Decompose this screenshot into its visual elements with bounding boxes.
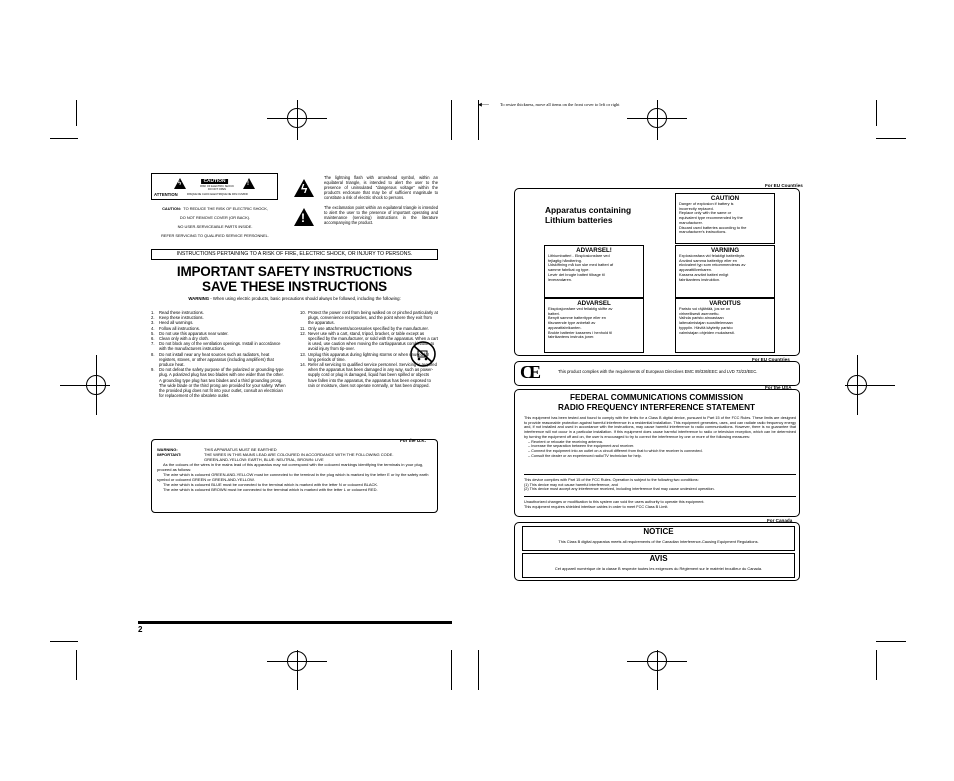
lightning-symbol-icon: ϟ — [294, 179, 314, 197]
list-item-text: Unplug this apparatus during lightning storms or when unused for long periods of time. — [308, 351, 430, 362]
title-line-2: SAVE THESE INSTRUCTIONS — [202, 279, 387, 294]
caution-en-box — [675, 193, 775, 244]
list-item — [151, 341, 286, 351]
fcc-title-2: RADIO FREQUENCY INTERFERENCE STATEMENT — [558, 402, 755, 412]
list-item — [151, 367, 286, 398]
eu-countries-tag-2: For EU Countries — [752, 357, 790, 362]
list-item-text: Do not defeat the safety purpose of the polarized or grounding-type plug. A polarized plug has two blades with one wider than the other. A grounding type plug has two blades and a third grounding prong. The wide blade or the third prong are provided for your safety. When the provided plug does not fit into your outlet, consult an electrician for replacement of the obsolete outlet. — [159, 367, 286, 399]
caution-line-4: REFER SERVICING TO QUALIFIED SERVICE PERSONNEL. — [161, 233, 269, 238]
uk-colour-code: GREEN-AND-YELLOW: EARTH, BLUE: NEUTRAL, BROWN: LIVE — [204, 457, 324, 462]
list-item-text: Do not install near any heat sources such as radiators, heat registers, stoves, or other apparatus (including amplifiers) that produce heat. — [159, 351, 274, 368]
text-line: Levér det brugte batteri tilbage til — [548, 271, 605, 277]
exclamation-symbol-icon: ! — [294, 208, 314, 226]
usa-tag: For the USA — [765, 385, 792, 390]
advarsel-dk-heading: ADVARSEL! — [576, 247, 612, 254]
uk-warning-key: WARNING: — [157, 447, 178, 452]
attention-label: ATTENTION — [154, 192, 178, 197]
text-line: tilsvarende type anbefalt av — [548, 320, 596, 326]
avis-text: Cet appareil numérique de la classe B respecte toutes les exigences du Règlement sur le matériel brouilleur du Canada. — [554, 566, 763, 571]
text-line: fabrikantens instruktion. — [679, 276, 721, 282]
list-item-number: 11. — [300, 325, 306, 331]
text-line: Discard used batteries according to the — [679, 224, 747, 230]
canada-tag: For Canada — [767, 518, 793, 523]
text-line: Danger of explosion if battery is — [679, 201, 734, 206]
fcc-unauth-2: This equipment requires shielded interface cables in order to meet FCC Class B Limit. — [524, 504, 669, 509]
fcc-title — [520, 393, 793, 412]
lithium-title-2: Lithium batteries — [545, 215, 613, 225]
page-number: 2 — [138, 625, 143, 634]
text-line: leverandøren. — [548, 276, 573, 282]
list-item-number: 12. — [300, 330, 306, 336]
uk-para-4: The wire which is coloured BROWN must be connected to the terminal which is marked with the letter L or coloured RED. — [163, 487, 378, 492]
text-line: Udskiftning må kun ske med batteri af — [548, 262, 614, 268]
uk-warning-value: THIS APPARATUS MUST BE EARTHED — [204, 447, 277, 452]
varoitus-fi-body — [676, 307, 774, 335]
trim-note: To resize thickness, move all items on the front cover to left or right — [500, 102, 620, 107]
uk-wiring-text — [157, 447, 432, 492]
text-line: manufacturer. — [679, 219, 703, 225]
varning-se-body — [676, 254, 774, 282]
text-line: Kassera använt batteri enligt — [679, 271, 729, 277]
exclamation-explanation: The exclamation point within an equilateral triangle is intended to alert the user to the presence of important operating and maintenance (servicing) instructions in the literature accompanying the product. — [324, 205, 438, 225]
list-item-text: Refer all servicing to qualified service personnel. Servicing is required when the apparatus has been damaged in any way, such as power-supply cord or plug is damaged, liquid has been spilled or objects have fallen into the apparatus, the apparatus has been exposed to rain or moisture, does not operate normally, or has been dropped. — [308, 362, 437, 388]
fcc-title-1: FEDERAL COMMUNICATIONS COMMISSION — [570, 393, 743, 402]
text-line: equivalent type recommended by the — [679, 215, 743, 221]
warning-line — [151, 296, 438, 301]
advarsel-no-heading: ADVARSEL — [577, 300, 611, 307]
list-item-number: 10. — [300, 310, 306, 315]
notice-heading: NOTICE — [643, 527, 674, 536]
text-line: apparatfabrikanten. — [548, 324, 582, 330]
text-line: Paristo voi räjähtää, jos se on — [679, 306, 731, 311]
title-line-1: IMPORTANT SAFETY INSTRUCTIONS — [176, 264, 413, 279]
advarsel-dk-body — [545, 254, 643, 282]
divider — [524, 496, 796, 497]
uk-tag: For the U.K. — [400, 438, 427, 443]
fcc-compliance-1: This device complies with Part 15 of the FCC Rules. Operation is subject to the following two conditions: — [524, 478, 699, 482]
text-line: Vaihda paristo ainoastaan — [679, 315, 724, 321]
uk-important-value: THE WIRES IN THIS MAINS LEAD ARE COLOURED IN ACCORDANCE WITH THE FOLLOWING CODE. — [204, 452, 394, 457]
fcc-measure-item: – Increase the separation between the equipment and receiver. — [528, 444, 635, 449]
list-item-number: 1. — [151, 310, 155, 315]
advarsel-no-box — [544, 298, 644, 353]
ce-mark-icon: CE — [520, 362, 538, 382]
cart-warning-icon — [408, 340, 438, 368]
notice-box — [522, 526, 795, 551]
lithium-title — [545, 205, 631, 225]
list-item-text: Only use attachments/accessories specified by the manufacturer. — [308, 325, 429, 331]
list-item-text: Follow all instructions. — [159, 325, 200, 331]
caution-statement — [155, 204, 275, 240]
fcc-measure-item: – Reorient or relocate the receiving antenna. — [528, 439, 603, 444]
instructions-heading: INSTRUCTIONS PERTAINING TO A RISK OF FIRE, ELECTRIC SHOCK, OR INJURY TO PERSONS. — [151, 249, 438, 260]
list-item — [151, 352, 286, 368]
text-line: fabrikantens instruks joner. — [548, 334, 595, 340]
fcc-measure-item: – Consult the dealer or an experienced radio/TV technician for help. — [528, 453, 642, 458]
avis-box — [522, 553, 795, 578]
text-line: ekvivalent typ som rekommenderas av — [679, 262, 746, 268]
divider — [524, 474, 796, 475]
fcc-measures-list — [524, 440, 796, 459]
lightning-warning-icon: ϟ — [174, 178, 186, 189]
text-line: valmistajan ohjeiden mukaisesti. — [679, 329, 735, 335]
page-title — [151, 264, 438, 294]
notice-text: This Class B digital apparatus meets all requirements of the Canadian Interference-Causing Equipment Regulations. — [558, 539, 759, 544]
advarsel-no-body — [545, 307, 643, 340]
varoitus-fi-heading: VAROITUS — [709, 300, 741, 307]
text-line: Replace only with the same or — [679, 210, 732, 216]
list-item-text: Protect the power cord from being walked on or pinched particularly at plugs, convenience receptacles, and the point where they exit from the apparatus. — [308, 310, 438, 326]
list-item-number: 6. — [151, 336, 155, 342]
list-item-number: 9. — [151, 367, 155, 373]
advarsel-dk-box — [544, 245, 644, 298]
text-line: batteri. — [548, 310, 560, 316]
varning-se-heading: VARNING — [710, 247, 740, 254]
varning-se-box — [675, 245, 775, 298]
text-line: samme fabrikat og type. — [548, 267, 590, 273]
text-line: manufacturer's instructions. — [679, 229, 727, 235]
fcc-compliance-3: (2) This device must accept any interference received, including interference that may cause undesired operation. — [524, 487, 715, 492]
caution-line-3: NO USER-SERVICEABLE PARTS INSIDE. — [177, 224, 253, 229]
text-line: Lithiumbatteri - Eksplosionsfare ved — [548, 253, 610, 258]
fcc-unauthorized — [524, 500, 796, 509]
uk-para-3: The wire which is coloured BLUE must be connected to the terminal which is marked with the letter N or coloured BLACK. — [163, 482, 379, 487]
ce-compliance-text: This product complies with the requirements of European Directives EMC 89/336/EEC and LVD 73/23/EEC. — [558, 369, 758, 374]
caution-line-1: TO REDUCE THE RISK OF ELECTRIC SHOCK, — [183, 206, 268, 211]
fcc-compliance — [524, 478, 796, 492]
warning-lead: WARNING — [188, 296, 210, 301]
arrow-left-icon: ◀── — [478, 102, 489, 108]
fcc-body-text: This equipment has been tested and found to comply with the limits for a Class B digital device, pursuant to Part 15 of the FCC Rules. These limits are designed to provide reasonable protection against harmful interference in a residential installation. This equipment generates, uses, and can radiate radio frequency energy and, if not installed and used in accordance with the instructions, may cause harmful interference to radio communications. However, there is no guarantee that interference will not occur in a particular installation. If this equipment does cause harmful interference to radio or television reception, which can be determined by turning the equipment off and on, the user is encouraged to try to correct the interference by one or more of the following measures: — [524, 416, 796, 439]
uk-important-key: IMPORTANT: — [157, 452, 182, 457]
avis-heading: AVIS — [649, 554, 668, 563]
list-item-number: 3. — [151, 320, 155, 326]
text-line: incorrectly replaced. — [679, 205, 714, 211]
list-item-text: Clean only with a dry cloth. — [159, 336, 210, 342]
list-item-text: Do not use this apparatus near water. — [159, 330, 229, 336]
attention-sublabel: RISQUE DE CHOC ELECTRIQUE NE PAS OUVRIR — [187, 192, 248, 196]
caution-en-heading: CAUTION — [710, 195, 740, 202]
safety-list-left — [151, 310, 286, 398]
text-line: laitevalmistajan suosittelemaan — [679, 320, 733, 326]
uk-para-2: The wire which is coloured GREEN-AND-YELLOW must be connected to the terminal in the plug which is marked by the letter E or by the safety earth symbol or coloured GREEN or GREEN-AND-YELLOW. — [157, 472, 429, 482]
page-footer-rule — [138, 621, 452, 624]
exclamation-warning-icon: ! — [243, 178, 255, 189]
fcc-compliance-2: (1) This device may not cause harmful interference, and — [524, 482, 618, 487]
list-item-text: Keep these instructions. — [159, 315, 204, 321]
text-line: Använd samma batterityp eller en — [679, 257, 737, 263]
uk-para-1: As the colours of the wires in the mains lead of this apparatus may not correspond with the coloured markings identifying the terminals in your plug, proceed as follows: — [157, 462, 424, 472]
caution-line-2: DO NOT REMOVE COVER (OR BACK). — [179, 215, 251, 220]
list-item-text: Do not block any of the ventilation openings. Install in accordance with the manufacturers instructions. — [159, 341, 281, 352]
text-line: Explosionsfara vid felaktigt batteribyte. — [679, 253, 746, 258]
list-item-number: 2. — [151, 315, 155, 321]
text-line: virheellisesti asennettu. — [679, 310, 720, 316]
list-item-text: Read these instructions. — [159, 310, 204, 315]
text-line: Eksplosjonsfare ved feilaktig skifte av — [548, 306, 613, 311]
list-item-text: Heed all warnings. — [159, 320, 194, 326]
lightning-explanation: The lightning flash with arrowhead symbol, within an equilateral triangle, is intended to alert the user to the presence of uninsulated "dangerous voltage" within the product's enclosure that may be of sufficient magnitude to constitute a risk of electric shock to persons. — [324, 175, 438, 200]
caution-label-box — [151, 173, 278, 200]
lithium-title-1: Apparatus containing — [545, 205, 632, 215]
list-item-number: 4. — [151, 325, 155, 331]
warning-text: - When using electric products, basic precautions should always be followed, including the following: — [209, 296, 401, 301]
text-line: Brukte batterier kasseres i henhold til — [548, 329, 613, 335]
caution-en-body — [676, 202, 774, 235]
varoitus-fi-box — [675, 298, 775, 353]
text-line: fejlagtig håndtering. — [548, 257, 582, 263]
caution-lead: CAUTION: — [162, 206, 182, 211]
text-line: tyyppiin. Hävitä käytetty paristo — [679, 324, 733, 330]
list-item-number: 13. — [300, 351, 306, 357]
caution-label: CAUTION — [201, 179, 229, 184]
text-line: apparattillverkaren. — [679, 267, 713, 273]
list-item-text: Never use with a cart, stand, tripod, bracket, or table except as specified by the manufacturer, or sold with the apparatus. When a cart is used, use caution when moving the cart/apparatus combination to avoid injury from tip-over. — [308, 330, 438, 352]
caution-sublabel: RISK OF ELECTRIC SHOCK DO NOT OPEN — [200, 185, 234, 192]
text-line: Benytt samme batteritype eller en — [548, 315, 606, 321]
list-item — [300, 310, 438, 326]
list-item-number: 5. — [151, 330, 155, 336]
fcc-unauth-1: Unauthorized changes or modification to this system can void the users authority to operate this equipment. — [524, 500, 705, 504]
fcc-body — [524, 416, 796, 458]
list-item-number: 8. — [151, 351, 155, 357]
fcc-measure-item: – Connect the equipment into an outlet on a circuit different from that to which the receiver is connected. — [528, 448, 703, 453]
list-item-number: 7. — [151, 341, 155, 347]
list-item-number: 14. — [300, 362, 306, 368]
eu-countries-tag: For EU Countries — [765, 183, 803, 188]
